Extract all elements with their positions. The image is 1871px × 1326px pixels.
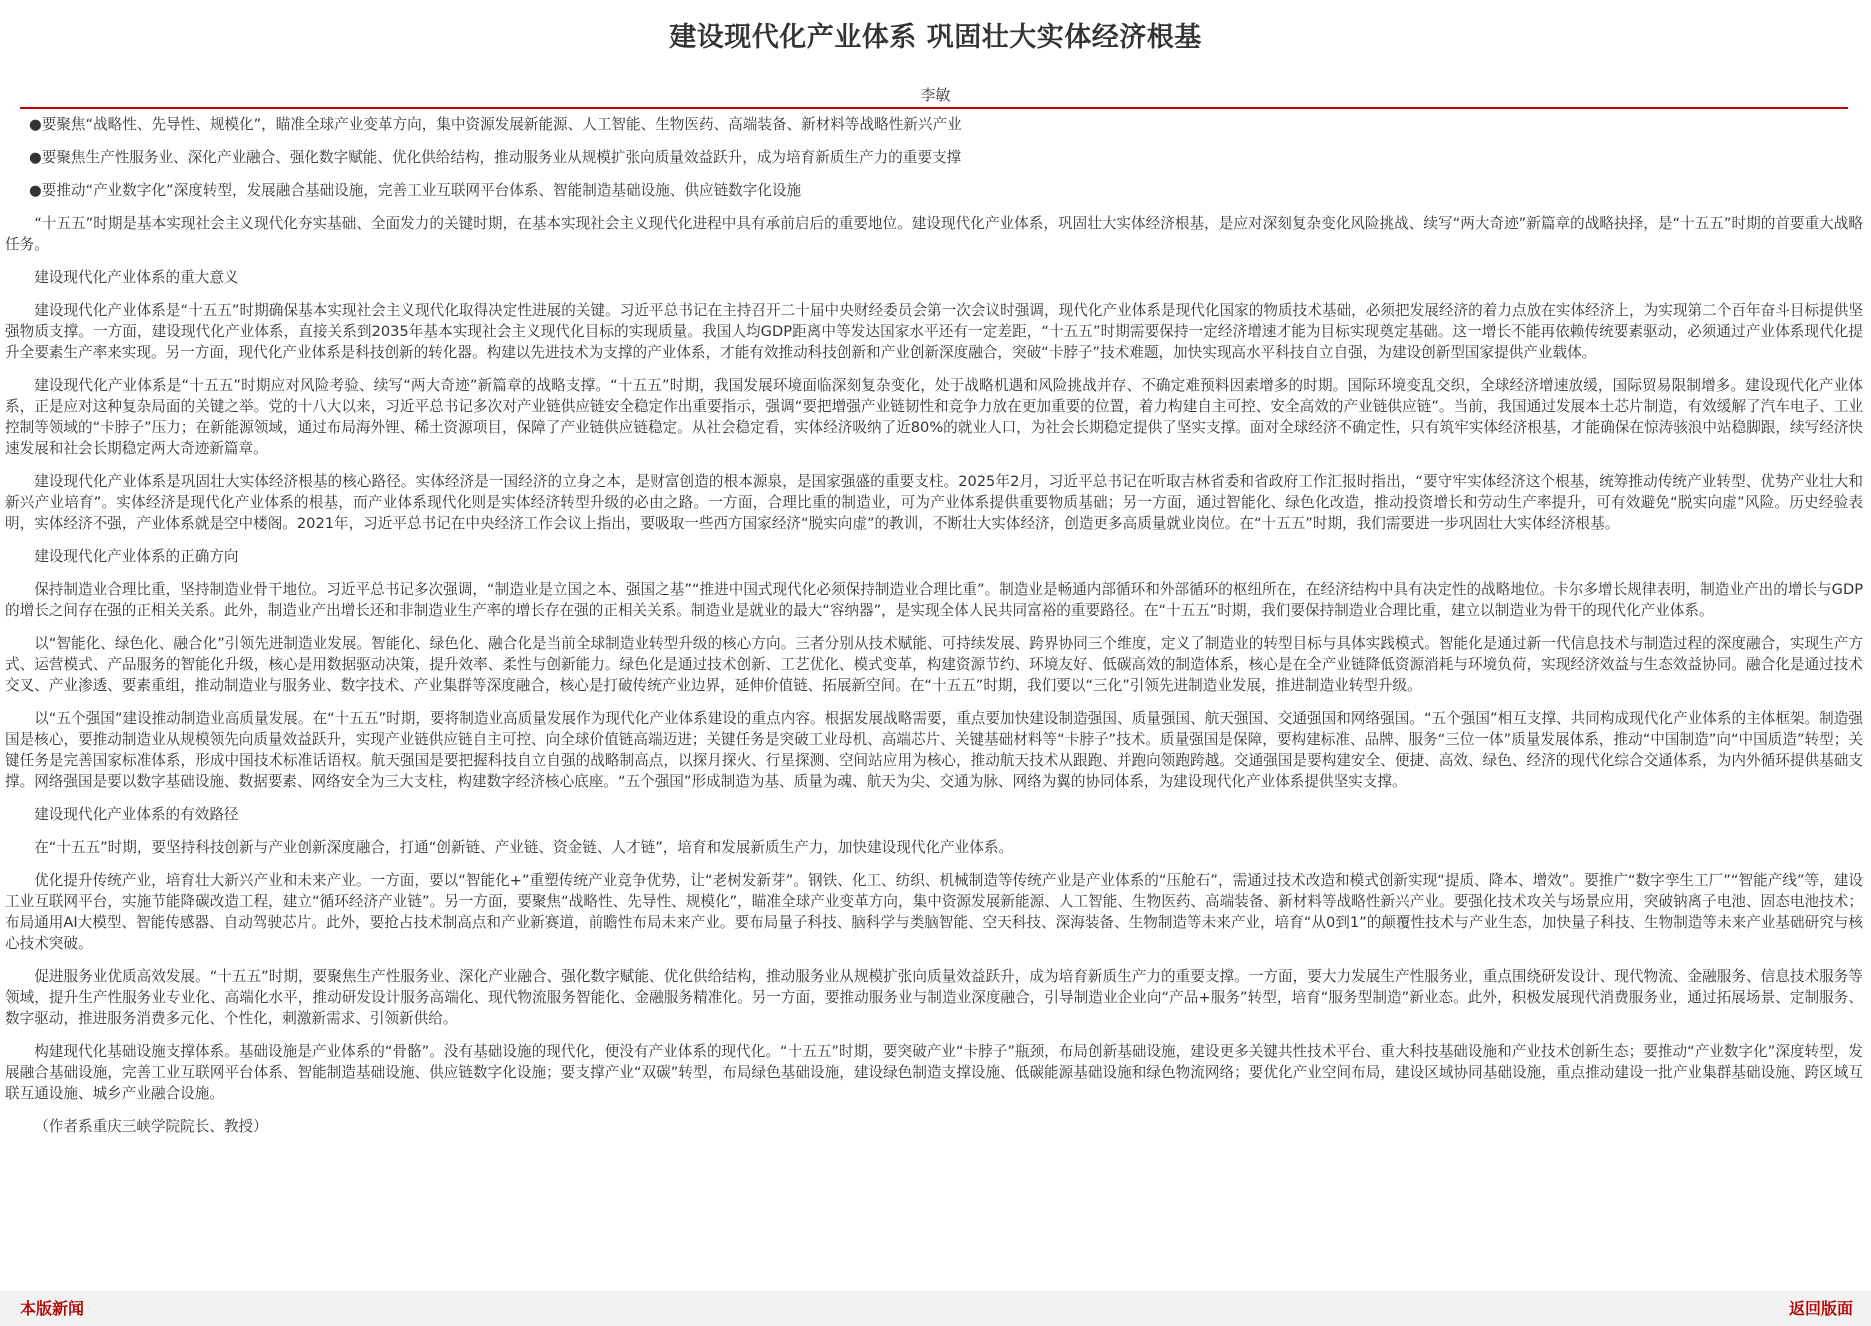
section-heading-significance: 建设现代化产业体系的重大意义	[34, 269, 239, 286]
summary-bullet: ●要聚焦生产性服务业、深化产业融合、强化数字赋能、优化供给结构，推动服务业从规模扩张向质量效益跃升，成为培育新质生产力的重要支撑	[29, 149, 962, 166]
body-paragraph: 促进服务业优质高效发展。“十五五”时期，要聚焦生产性服务业、深化产业融合、强化数字赋能、优化供给结构，推动服务业从规模扩张向质量效益跃升，成为培育新质生产力的重要支撑。一方面，要大力发展生产性服务业，重点围绕研发设计、现代物流、金融服务、信息技术服务等领域，提升生产性服务业专业化、高端化水平，推动研发设计服务高端化、现代物流服务智能化、金融服务精准化。另一方面，要推动服务业与制造业深度融合，引导制造业企业向“产品+服务”转型，培育“服务型制造”新业态。此外，积极发展现代消费服务业，通过拓展场景、定制服务、数字驱动，推进服务消费多元化、个性化，刺激新需求、引领新供给。	[5, 968, 1863, 1027]
intro-paragraph: “十五五”时期是基本实现社会主义现代化夯实基础、全面发力的关键时期，在基本实现社会主义现代化进程中具有承前启后的重要地位。建设现代化产业体系，巩固壮大实体经济根基，是应对深刻复杂变化风险挑战、续写“两大奇迹”新篇章的战略抉择，是“十五五”时期的首要重大战略任务。	[5, 215, 1863, 253]
article-body	[5, 114, 1863, 1149]
body-paragraph: 优化提升传统产业，培育壮大新兴产业和未来产业。一方面，要以“智能化+”重塑传统产业竞争优势，让“老树发新芽”。钢铁、化工、纺织、机械制造等传统产业是产业体系的“压舱石”，需通过技术改造和模式创新实现“提质、降本、增效”。要推广“数字孪生工厂”“智能产线”等，建设工业互联网平台，实施节能降碳改造工程，建立“循环经济产业链”。另一方面，要聚焦“战略性、先导性、规模化”，瞄准全球产业变革方向，集中资源发展新能源、人工智能、生物医药、高端装备、新材料等战略性新兴产业。要强化技术攻关与场景应用，突破钠离子电池、固态电池技术；布局通用AI大模型、智能传感器、自动驾驶芯片。此外，要抢占技术制高点和产业新赛道，前瞻性布局未来产业。要布局量子科技、脑科学与类脑智能、空天科技、深海装备、生物制造等未来产业，培育“从0到1”的颠覆性技术与产业生态，加快量子科技、生物制造等未来产业基础研究与核心技术突破。	[5, 872, 1863, 952]
body-paragraph: 在“十五五”时期，要坚持科技创新与产业创新深度融合，打通“创新链、产业链、资金链、人才链”，培育和发展新质生产力，加快建设现代化产业体系。	[34, 839, 1014, 856]
section-heading-direction: 建设现代化产业体系的正确方向	[34, 548, 239, 565]
title-divider	[20, 107, 1848, 109]
back-to-layout-link[interactable]: 返回版面	[1788, 1299, 1853, 1318]
summary-bullet: ●要推动“产业数字化”深度转型，发展融合基础设施，完善工业互联网平台体系、智能制造基础设施、供应链数字化设施	[29, 182, 802, 199]
article-author: 李敏	[920, 86, 951, 104]
body-paragraph: 以“智能化、绿色化、融合化”引领先进制造业发展。智能化、绿色化、融合化是当前全球制造业转型升级的核心方向。三者分别从技术赋能、可持续发展、跨界协同三个维度，定义了制造业的转型目标与具体实践模式。智能化是通过新一代信息技术与制造过程的深度融合，实现生产方式、运营模式、产品服务的智能化升级，核心是用数据驱动决策，提升效率、柔性与创新能力。绿色化是通过技术创新、工艺优化、模式变革，构建资源节约、环境友好、低碳高效的制造体系，核心是在全产业链降低资源消耗与环境负荷，实现经济效益与生态效益协同。融合化是通过技术交叉、产业渗透、要素重组，推动制造业与服务业、数字技术、产业集群等深度融合，核心是打破传统产业边界，延伸价值链、拓展新空间。在“十五五”时期，我们要以“三化”引领先进制造业发展，推进制造业转型升级。	[5, 635, 1863, 694]
body-paragraph: 建设现代化产业体系是巩固壮大实体经济根基的核心路径。实体经济是一国经济的立身之本，是财富创造的根本源泉，是国家强盛的重要支柱。2025年2月，习近平总书记在听取吉林省委和省政府工作汇报时指出，“要守牢实体经济这个根基，统筹推动传统产业转型、优势产业壮大和新兴产业培育”。实体经济是现代化产业体系的根基，而产业体系现代化则是实体经济转型升级的必由之路。一方面，合理比重的制造业，可为产业体系提供重要物质基础；另一方面，通过智能化、绿色化改造，推动投资增长和劳动生产率提升，可有效避免“脱实向虚”风险。历史经验表明，实体经济不强，产业体系就是空中楼阁。2021年，习近平总书记在中央经济工作会议上指出，要吸取一些西方国家经济“脱实向虚”的教训，不断壮大实体经济，创造更多高质量就业岗位。在“十五五”时期，我们需要进一步巩固壮大实体经济根基。	[5, 473, 1863, 532]
body-paragraph: 建设现代化产业体系是“十五五”时期确保基本实现社会主义现代化取得决定性进展的关键。习近平总书记在主持召开二十届中央财经委员会第一次会议时强调，现代化产业体系是现代化国家的物质技术基础，必须把发展经济的着力点放在实体经济上，为实现第二个百年奋斗目标提供坚强物质支撑。一方面，建设现代化产业体系，直接关系到2035年基本实现社会主义现代化目标的实现质量。我国人均GDP距离中等发达国家水平还有一定差距，“十五五”时期需要保持一定经济增速才能为目标实现奠定基础。这一增长不能再依赖传统要素驱动，必须通过产业体系现代化提升全要素生产率来实现。另一方面，现代化产业体系是科技创新的转化器。构建以先进技术为支撑的产业体系，才能有效推动科技创新和产业创新深度融合，突破“卡脖子”技术难题，加快实现高水平科技自立自强，为建设创新型国家提供产业载体。	[5, 302, 1863, 361]
summary-bullet: ●要聚焦“战略性、先导性、规模化”，瞄准全球产业变革方向，集中资源发展新能源、人工智能、生物医药、高端装备、新材料等战略性新兴产业	[29, 116, 962, 133]
body-paragraph: 以“五个强国”建设推动制造业高质量发展。在“十五五”时期，要将制造业高质量发展作为现代化产业体系建设的重点内容。根据发展战略需要，重点要加快建设制造强国、质量强国、航天强国、交通强国和网络强国。“五个强国”相互支撑、共同构成现代化产业体系的主体框架。制造强国是核心，要推动制造业从规模领先向质量效益跃升，实现产业链供应链自主可控、向全球价值链高端迈进；关键任务是突破工业母机、高端芯片、关键基础材料等“卡脖子”技术。质量强国是保障，要构建标准、品牌、服务“三位一体”质量发展体系，推动“中国制造”向“中国质造”转型；关键任务是完善国家标准体系，形成中国技术标准话语权。航天强国是要把握科技自立自强的战略制高点，以探月探火、行星探测、空间站应用为核心，推动航天技术从跟跑、并跑向领跑跨越。交通强国是要构建安全、便捷、高效、绿色、经济的现代化综合交通体系，为内外循环提供基础支撑。网络强国是要以数字基础设施、数据要素、网络安全为三大支柱，构建数字经济核心底座。“五个强国”形成制造为基、质量为魂、航天为尖、交通为脉、网络为翼的协同体系，为建设现代化产业体系提供坚实支撑。	[5, 710, 1863, 790]
body-paragraph: 保持制造业合理比重，坚持制造业骨干地位。习近平总书记多次强调，“制造业是立国之本、强国之基”“推进中国式现代化必须保持制造业合理比重”。制造业是畅通内部循环和外部循环的枢纽所在，在经济结构中具有决定性的战略地位。卡尔多增长规律表明，制造业产出的增长与GDP的增长之间存在强的正相关关系。此外，制造业产出增长还和非制造业生产率的增长存在强的正相关关系。制造业是就业的最大“容纳器”，是实现全体人民共同富裕的重要路径。在“十五五”时期，我们要保持制造业合理比重，建立以制造业为骨干的现代化产业体系。	[5, 581, 1863, 619]
body-paragraph: 建设现代化产业体系是“十五五”时期应对风险考验、续写“两大奇迹”新篇章的战略支撑。“十五五”时期，我国发展环境面临深刻复杂变化，处于战略机遇和风险挑战并存、不确定难预料因素增多的时期。国际环境变乱交织，全球经济增速放缓，国际贸易限制增多。建设现代化产业体系，正是应对这种复杂局面的关键之举。党的十八大以来，习近平总书记多次对产业链供应链安全稳定作出重要指示，强调“要把增强产业链韧性和竞争力放在更加重要的位置，着力构建自主可控、安全高效的产业链供应链”。当前，我国通过发展本土芯片制造，有效缓解了汽车电子、工业控制等领域的“卡脖子”压力；在新能源领域，通过布局海外锂、稀土资源项目，保障了产业链供应链稳定。从社会稳定看，实体经济吸纳了近80%的就业人口，为社会长期稳定提供了坚实支撑。面对全球经济不确定性，只有筑牢实体经济根基，才能确保在惊涛骇浪中站稳脚跟，续写经济快速发展和社会长期稳定两大奇迹新篇章。	[5, 377, 1863, 457]
article-title: 建设现代化产业体系 巩固壮大实体经济根基	[669, 22, 1202, 53]
body-paragraph: 构建现代化基础设施支撑体系。基础设施是产业体系的“骨骼”。没有基础设施的现代化，便没有产业体系的现代化。“十五五”时期，要突破产业“卡脖子”瓶颈，布局创新基础设施，建设更多关键共性技术平台、重大科技基础设施和产业技术创新生态；要推动“产业数字化”深度转型，发展融合基础设施，完善工业互联网平台体系、智能制造基础设施、供应链数字化设施；要支撑产业“双碳”转型，布局绿色基础设施，建设绿色制造支撑设施、低碳能源基础设施和绿色物流网络；要优化产业空间布局，建设区域协同基础设施，重点推动建设一批产业集群基础设施、跨区域互联互通设施、城乡产业融合设施。	[5, 1043, 1863, 1102]
section-heading-path: 建设现代化产业体系的有效路径	[34, 806, 239, 823]
this-page-news-link[interactable]: 本版新闻	[20, 1299, 85, 1318]
page-footer	[0, 1291, 1871, 1326]
author-note: （作者系重庆三峡学院院长、教授）	[34, 1118, 268, 1135]
